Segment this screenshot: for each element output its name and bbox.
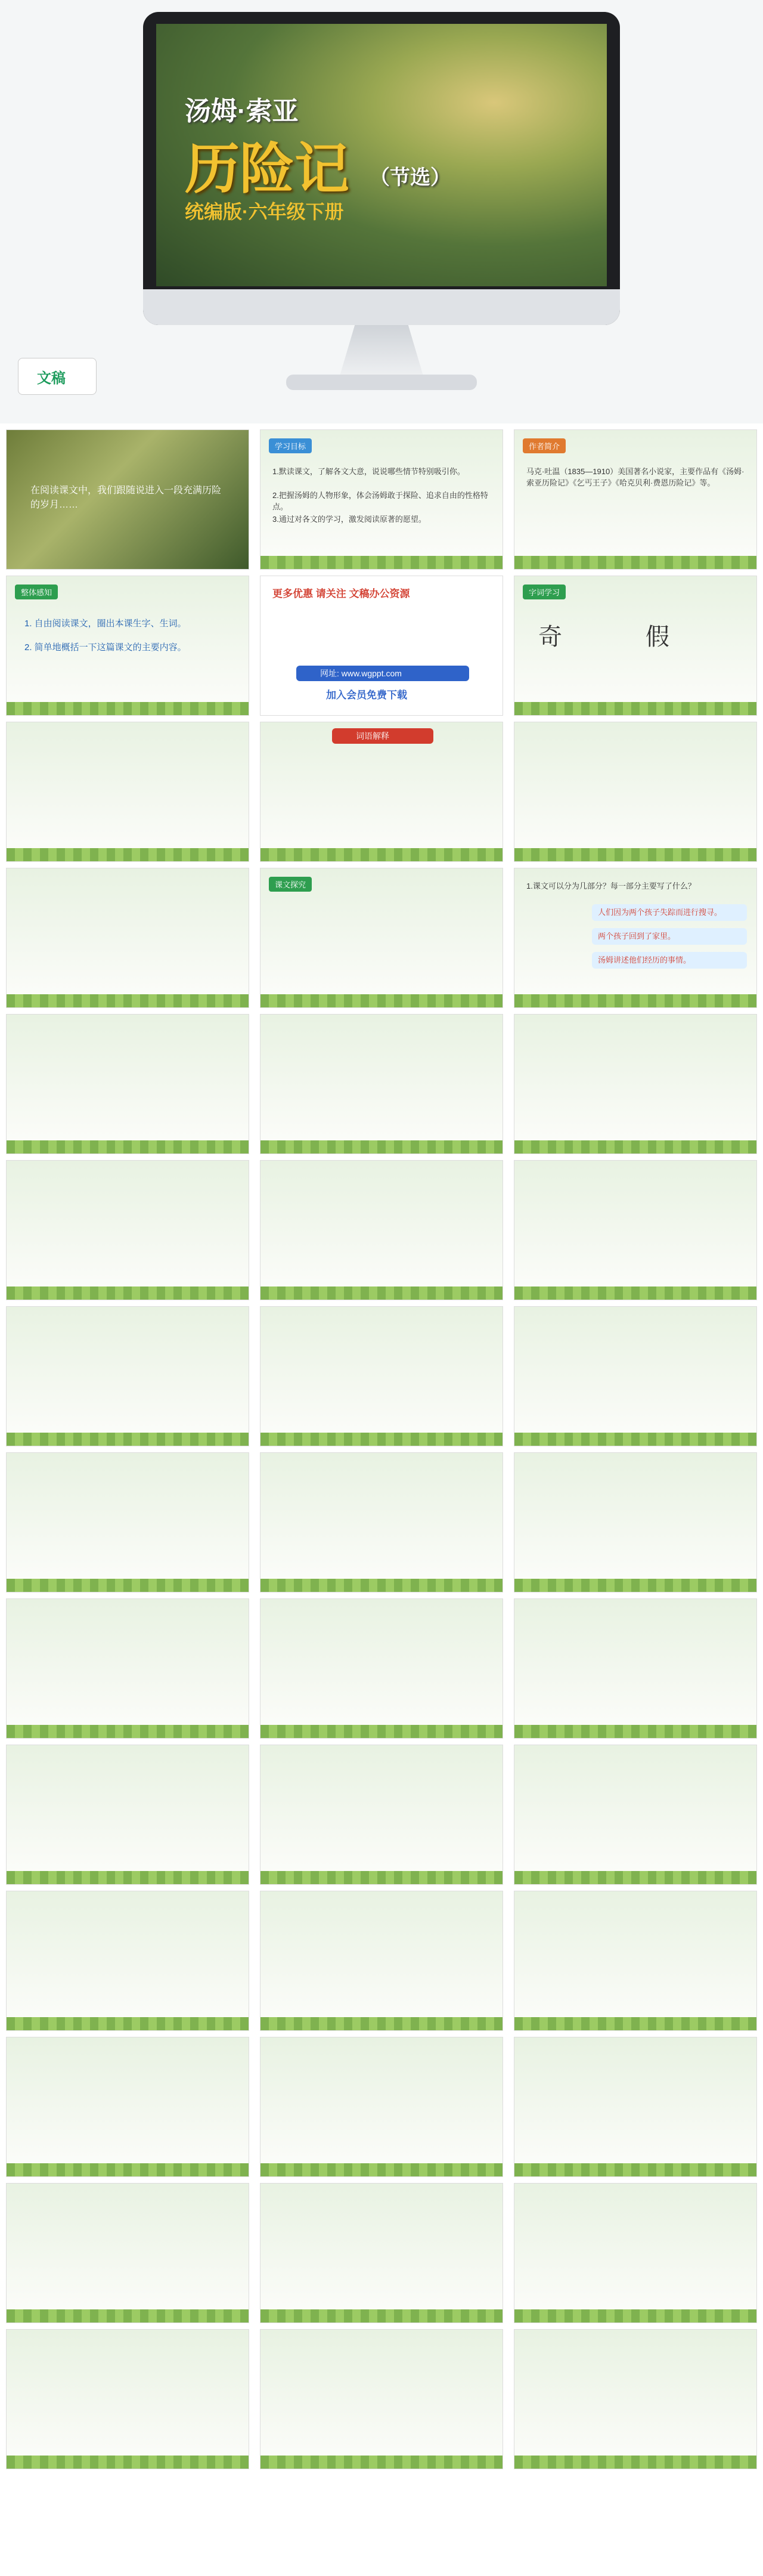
leaf-border (260, 1725, 503, 1738)
slide-overview[interactable] (6, 576, 249, 716)
slide-words[interactable] (514, 576, 757, 716)
leaf-border (260, 1433, 503, 1446)
slide-explore-tag: 课文探究 (269, 877, 312, 892)
leaf-border (260, 994, 503, 1007)
leaf-border (260, 2017, 503, 2030)
goal-1: 1.默读课文，了解各文大意，说说哪些情节特别吸引你。 (272, 467, 465, 476)
slide-thumb[interactable] (6, 1598, 249, 1739)
slide-thumb[interactable] (6, 2329, 249, 2469)
leaf-border (514, 1871, 756, 1884)
slide-thumb[interactable] (260, 2037, 503, 2177)
slide-thumb[interactable] (260, 1598, 503, 1739)
slide-thumb[interactable] (260, 1891, 503, 2031)
leaf-border (514, 2163, 756, 2176)
slide-intro[interactable] (6, 429, 249, 570)
parts-question: 1.课文可以分为几部分？每一部分主要写了什么？ (526, 882, 696, 890)
leaf-border (514, 1433, 756, 1446)
slide-thumb[interactable] (6, 1891, 249, 2031)
slide-ad[interactable] (260, 576, 503, 716)
word-qi: 奇 (538, 624, 562, 650)
slide-thumb[interactable] (260, 1306, 503, 1446)
slide-goals[interactable] (260, 429, 503, 570)
leaf-border (514, 994, 756, 1007)
word-jia: 假 (646, 624, 669, 650)
slide-thumb[interactable] (260, 1745, 503, 1885)
leaf-border (260, 848, 503, 861)
leaf-border (7, 1871, 249, 1884)
slide-thumb[interactable] (6, 2183, 249, 2323)
slide-thumb[interactable] (514, 1745, 757, 1885)
leaf-border (514, 1725, 756, 1738)
slide-thumb[interactable] (6, 2037, 249, 2177)
part-1: 人们因为两个孩子失踪而进行搜寻。 (598, 908, 722, 917)
slide-thumb[interactable] (514, 1014, 757, 1154)
leaf-border (7, 2309, 249, 2323)
slide-explore[interactable] (260, 868, 503, 1008)
slide-thumb[interactable] (6, 1160, 249, 1300)
leaf-border (7, 848, 249, 861)
slide-thumb[interactable] (514, 2329, 757, 2469)
hero-note: （节选） (370, 166, 451, 189)
slide-thumb[interactable] (514, 1160, 757, 1300)
logo-text: 文稿 (37, 370, 66, 386)
slide-thumb[interactable] (514, 2037, 757, 2177)
leaf-border (7, 2163, 249, 2176)
slide-thumb[interactable] (6, 1014, 249, 1154)
explain-title: 词语解释 (356, 731, 389, 741)
leaf-border (7, 1579, 249, 1592)
slide-intro-text: 在阅读课文中，我们跟随说进入一段充满历险的岁月…… (30, 485, 222, 510)
slide-thumb[interactable] (514, 1891, 757, 2031)
leaf-border (7, 1725, 249, 1738)
slide-thumb[interactable] (514, 2183, 757, 2323)
leaf-border (260, 2309, 503, 2323)
leaf-border (7, 1433, 249, 1446)
slide-thumb[interactable] (260, 1014, 503, 1154)
slide-thumb[interactable] (6, 1306, 249, 1446)
part-3: 汤姆讲述他们经历的事情。 (598, 955, 691, 964)
slide-thumb[interactable] (260, 2183, 503, 2323)
slide-explain[interactable] (260, 722, 503, 862)
leaf-border (260, 556, 503, 569)
hero-title: 历险记 (185, 139, 350, 200)
slide-vocab[interactable] (6, 868, 249, 1008)
slide-thumb[interactable] (514, 1306, 757, 1446)
monitor-chin (143, 289, 620, 325)
overview-2: 2. 简单地概括一下这篇课文的主要内容。 (24, 642, 187, 652)
slide-word-a[interactable] (6, 722, 249, 862)
slide-thumb[interactable] (514, 1598, 757, 1739)
leaf-border (260, 2163, 503, 2176)
part-2: 两个孩子回到了家里。 (598, 932, 676, 941)
overview-1: 1. 自由阅读课文，圈出本课生字、生词。 (24, 619, 187, 629)
slide-goals-tag: 学习目标 (269, 438, 312, 453)
leaf-border (514, 2017, 756, 2030)
slide-thumb[interactable] (6, 1452, 249, 1592)
slide-word-b[interactable] (514, 722, 757, 862)
slide-parts[interactable] (514, 868, 757, 1008)
leaf-border (514, 1287, 756, 1300)
leaf-border (260, 2456, 503, 2469)
leaf-border (7, 2456, 249, 2469)
leaf-border (260, 1871, 503, 1884)
leaf-border (260, 1287, 503, 1300)
leaf-border (514, 702, 756, 715)
hero-author: 汤姆·索亚 (185, 97, 299, 126)
slide-author-tag: 作者简介 (523, 438, 566, 453)
ad-url[interactable]: 网址: www.wgppt.com (320, 669, 402, 678)
leaf-border (514, 848, 756, 861)
ad-footer[interactable]: 加入会员免费下载 (326, 689, 407, 701)
leaf-border (260, 1579, 503, 1592)
leaf-border (7, 702, 249, 715)
leaf-border (514, 1140, 756, 1154)
ad-title: 更多优惠 请关注 文稿办公资源 (272, 588, 410, 599)
hero-banner (0, 0, 763, 423)
leaf-border (7, 1287, 249, 1300)
leaf-border (514, 2456, 756, 2469)
leaf-border (260, 1140, 503, 1154)
monitor-base (286, 375, 477, 390)
leaf-border (514, 2309, 756, 2323)
slide-thumb[interactable] (260, 1452, 503, 1592)
slide-overview-tag: 整体感知 (15, 585, 58, 599)
leaf-border (514, 556, 756, 569)
slide-author[interactable] (514, 429, 757, 570)
monitor-stand (340, 325, 423, 376)
goal-3: 3.通过对各文的学习，激发阅读原著的愿望。 (272, 515, 426, 524)
slide-words-tag: 字词学习 (523, 585, 566, 599)
leaf-border (7, 1140, 249, 1154)
leaf-border (514, 1579, 756, 1592)
slide-thumb[interactable] (260, 2329, 503, 2469)
author-text: 马克·吐温（1835—1910）美国著名小说家，主要作品有《汤姆·索亚历险记》《乞丐王子》《哈克贝利·费恩历险记》等。 (526, 467, 745, 487)
leaf-border (7, 2017, 249, 2030)
leaf-border (7, 994, 249, 1007)
hero-grade: 统编版·六年级下册 (185, 201, 344, 222)
goal-2: 2.把握汤姆的人物形象，体会汤姆敢于探险、追求自由的性格特点。 (272, 491, 488, 511)
slide-thumb[interactable] (260, 1160, 503, 1300)
slide-thumb[interactable] (6, 1745, 249, 1885)
slide-thumb[interactable] (514, 1452, 757, 1592)
